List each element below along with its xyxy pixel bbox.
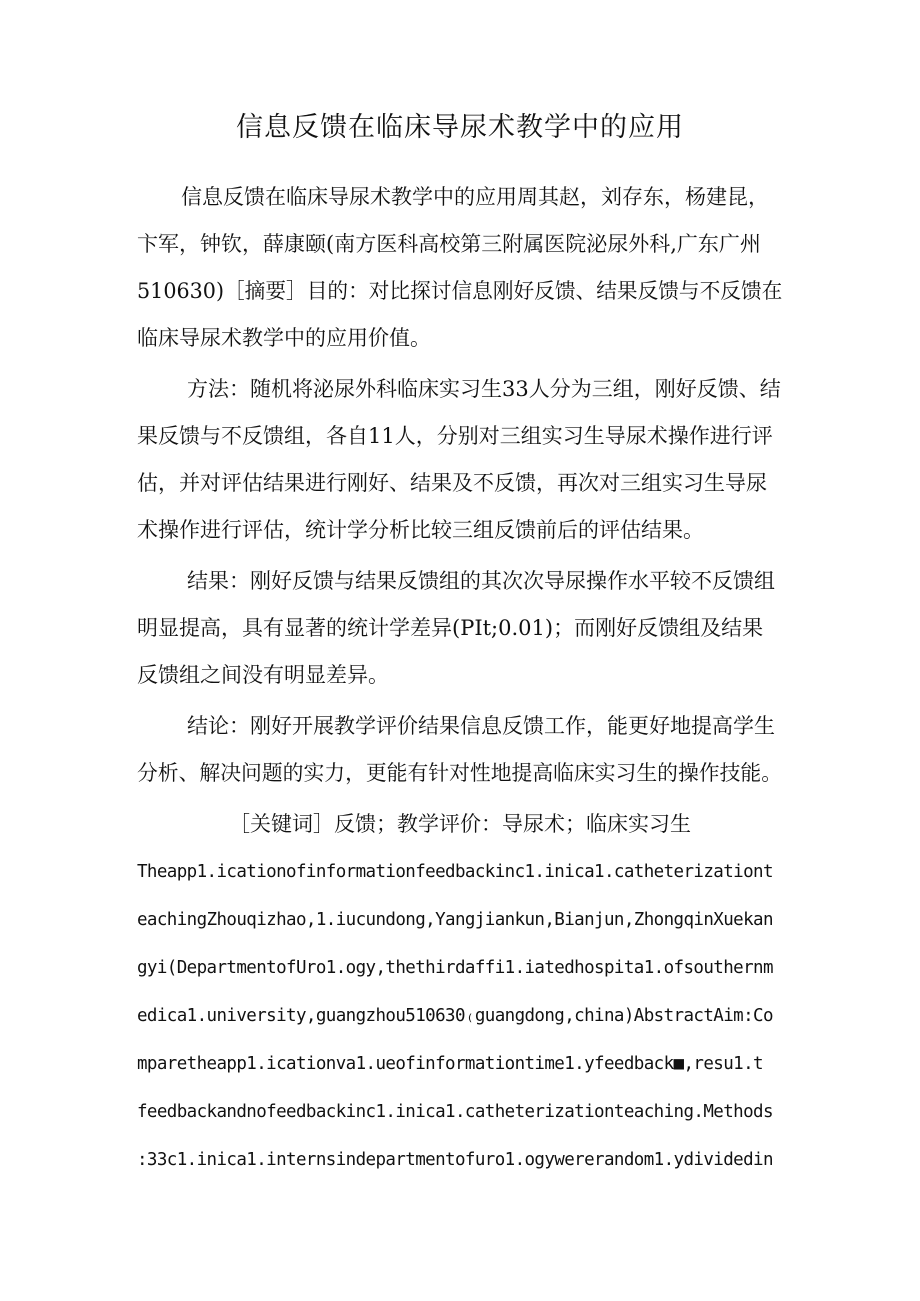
english-abstract-line: feedbackandnofeedbackinc1.inica1.catheterizationteaching.Methods (137, 1102, 773, 1122)
methods-line: 估，并对评估结果进行刚好、结果及不反馈，再次对三组实习生导尿 (137, 471, 767, 495)
english-abstract-line: gyi(DepartmentofUro1.ogy,thethirdaffi1.iatedhospita1.ofsouthernm (137, 958, 773, 978)
methods-line: 术操作进行评估，统计学分析比较三组反馈前后的评估结果。 (137, 518, 704, 542)
keywords-line: ［关键词］反馈；教学评价：导尿术；临床实习生 (229, 812, 691, 836)
intro-line: 信息反馈在临床导尿术教学中的应用周其赵，刘存东，杨建昆， (181, 185, 769, 209)
english-abstract-line: Theapp1.icationofinformationfeedbackinc1.inica1.catheterizationt (137, 862, 773, 882)
english-abstract-line: eachingZhouqizhao,1.iucundong,Yangjiankun,Bianjun,ZhongqinXuekan (137, 910, 773, 930)
english-abstract-line: mparetheapp1.icationva1.ueofinformationtime1.yfeedback■,resu1.t (137, 1054, 763, 1074)
english-abstract-line: :33c1.inica1.internsindepartmentofuro1.ogywererandom1.ydividedin (137, 1150, 773, 1170)
results-line: 反馈组之间没有明显差异。 (137, 663, 389, 687)
conclusion-line: 分析、解决问题的实力，更能有针对性地提高临床实习生的操作技能。 (137, 761, 783, 785)
results-line: 结果：刚好反馈与结果反馈组的其次次导尿操作水平较不反馈组 (187, 569, 775, 593)
intro-line: 510630)［摘要］目的：对比探讨信息刚好反馈、结果反馈与不反馈在 (137, 279, 783, 303)
methods-line: 方法：随机将泌尿外科临床实习生33人分为三组，刚好反馈、结 (187, 377, 781, 401)
results-line: 明显提高，具有显著的统计学差异(PIt;0.01)；而刚好反馈组及结果 (137, 616, 764, 640)
intro-line: 临床导尿术教学中的应用价值。 (137, 326, 431, 350)
methods-line: 果反馈与不反馈组，各自11人，分别对三组实习生导尿术操作进行评 (137, 424, 773, 448)
intro-line: 卞军，钟钦，薛康颐(南方医科高校第三附属医院泌尿外科,广东广州 (137, 232, 761, 256)
english-abstract-line: edica1.university,guangzhou510630₍guangdong,china)AbstractAim:Co (137, 1006, 773, 1026)
document-title: 信息反馈在临床导尿术教学中的应用 (236, 112, 684, 143)
conclusion-line: 结论：刚好开展教学评价结果信息反馈工作，能更好地提高学生 (187, 714, 775, 738)
